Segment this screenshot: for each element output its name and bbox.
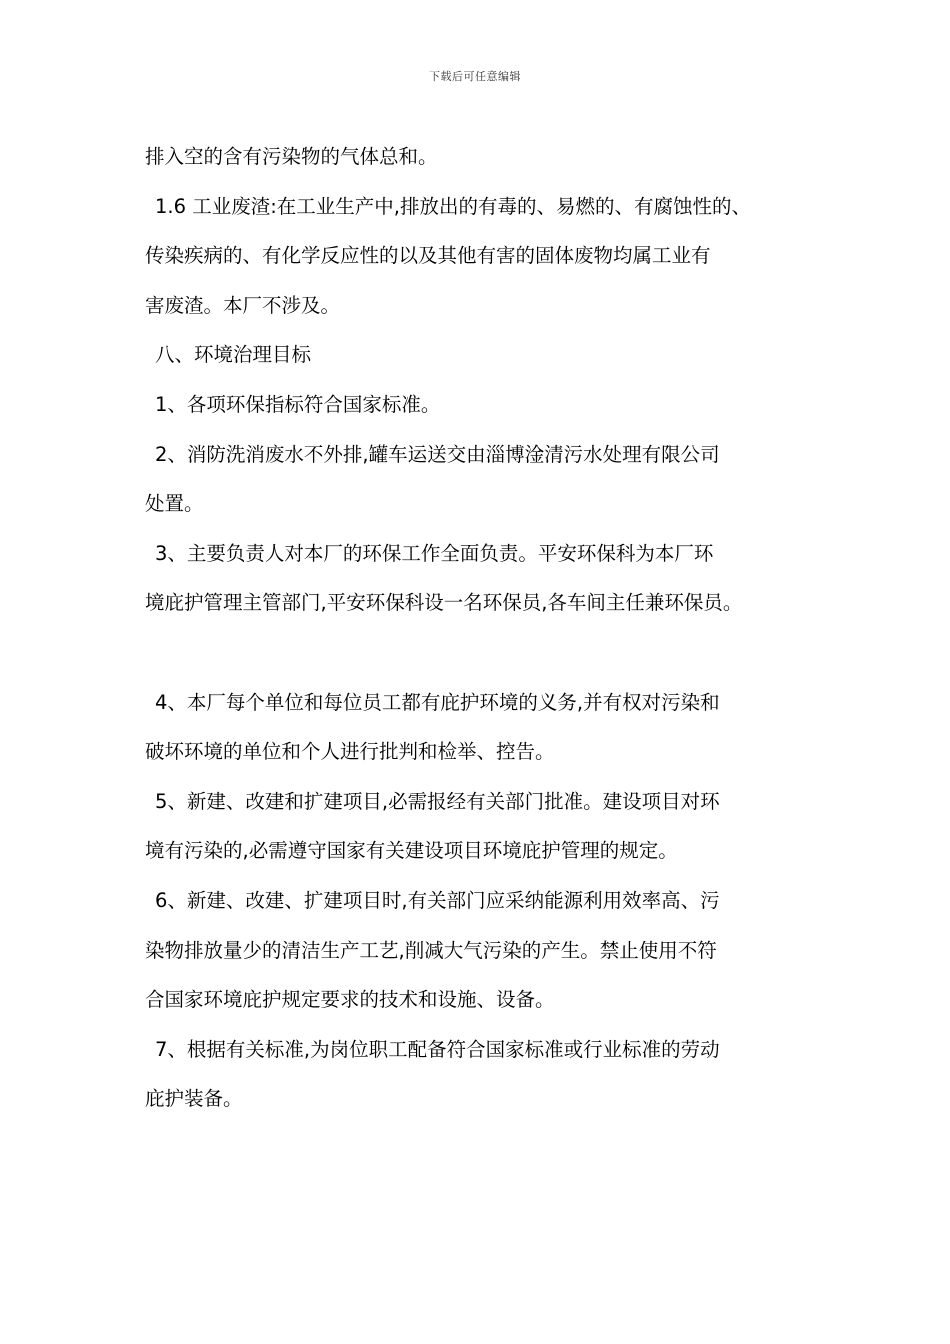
text-line: 传染疾病的、有化学反应性的以及其他有害的固体废物均属工业有 — [145, 244, 711, 268]
document-body — [145, 132, 815, 1124]
page-header: 下载后可任意编辑 — [429, 70, 521, 83]
text-line: 境庇护管理主管部门,平安环保科设一名环保员,各车间主任兼环保员。 — [145, 591, 743, 615]
text-line: 害废渣。本厂不涉及。 — [145, 293, 341, 317]
text-line: 庇护装备。 — [145, 1087, 243, 1111]
blank-line — [145, 628, 815, 678]
text-line: 处置。 — [145, 492, 204, 516]
text-line: 7、根据有关标准,为岗位职工配备符合国家标准或行业标准的劳动 — [155, 1037, 720, 1061]
text-line: 6、新建、改建、扩建项目时,有关部门应采纳能源利用效率高、污 — [155, 888, 720, 912]
text-line: 合国家环境庇护规定要求的技术和设施、设备。 — [145, 988, 555, 1012]
text-line: 1.6 工业废渣:在工业生产中,排放出的有毒的、易燃的、有腐蚀性的、 — [155, 194, 751, 218]
text-line: 2、消防洗消废水不外排,罐车运送交由淄博淦清污水处理有限公司 — [155, 442, 720, 466]
text-line: 4、本厂每个单位和每位员工都有庇护环境的义务,并有权对污染和 — [155, 690, 720, 714]
text-line: 境有污染的,必需遵守国家有关建设项目环境庇护管理的规定。 — [145, 839, 678, 863]
section-heading: 八、环境治理目标 — [155, 343, 312, 367]
text-line: 3、主要负责人对本厂的环保工作全面负责。平安环保科为本厂环 — [155, 541, 714, 565]
text-line: 染物排放量少的清洁生产工艺,削减大气污染的产生。禁止使用不符 — [145, 938, 717, 962]
text-line: 5、新建、改建和扩建项目,必需报经有关部门批准。建设项目对环 — [155, 789, 720, 813]
text-line: 排入空的含有污染物的气体总和。 — [145, 145, 438, 168]
text-line: 1、各项环保指标符合国家标准。 — [155, 392, 441, 416]
text-line: 破坏环境的单位和个人进行批判和检举、控告。 — [145, 740, 555, 764]
